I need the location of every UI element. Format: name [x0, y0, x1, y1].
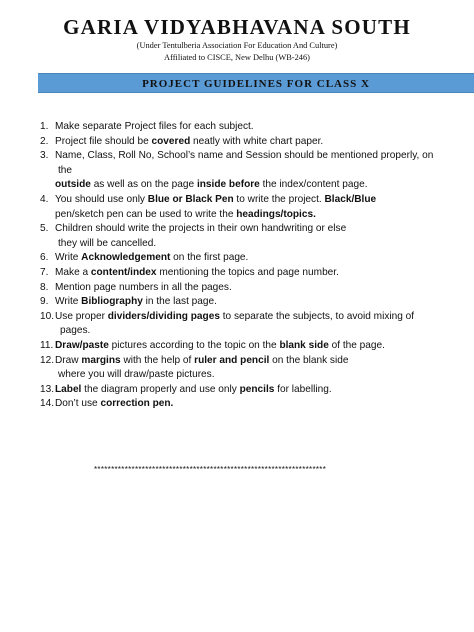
list-item [27, 149, 437, 193]
document-header [0, 14, 474, 64]
item-number: 11. [40, 339, 54, 351]
item-number: 2. [40, 135, 49, 147]
list-item [27, 120, 437, 135]
item-text: with the help of [120, 354, 195, 366]
item-text: on the first page. [170, 252, 249, 264]
item-text: You should use only [55, 193, 148, 205]
item-number: 13. [40, 383, 55, 395]
item-emphasis: Bibliography [81, 296, 143, 308]
item-number: 8. [40, 281, 49, 293]
item-text: in the last page. [142, 296, 217, 308]
item-emphasis: headings/topics. [236, 208, 316, 220]
item-emphasis: Black/Blue [324, 193, 377, 205]
item-text: Write [55, 296, 82, 308]
item-emphasis: Acknowledgement [81, 252, 171, 264]
item-number: 14. [40, 398, 55, 410]
item-text: Write [55, 252, 82, 264]
item-text: Make a [55, 266, 91, 278]
item-number: 5. [40, 223, 49, 235]
item-number: 3. [40, 150, 49, 162]
list-item [27, 339, 437, 354]
star-divider: ******************************************************************** [94, 465, 327, 474]
item-text: of the page. [328, 339, 385, 351]
item-text: as well as on the page [90, 179, 197, 191]
item-text: for labelling. [274, 383, 332, 395]
item-text: Name, Class, Roll No, School’s name and Session should be mentioned properly, on [55, 150, 434, 162]
item-text: to write the project. [233, 193, 325, 205]
item-emphasis: inside before [196, 179, 260, 191]
list-item [27, 251, 437, 266]
item-emphasis: covered [151, 135, 191, 147]
item-number: 1. [40, 121, 49, 132]
association-line: (Under Tentulberia Association For Education And Culture) [136, 41, 338, 50]
item-number: 10. [40, 310, 55, 322]
item-emphasis: pencils [239, 383, 275, 395]
item-text: Don’t use [55, 398, 101, 410]
item-text-line [55, 354, 437, 369]
item-text: neatly with white chart paper. [190, 135, 324, 147]
item-number: 6. [40, 252, 49, 264]
school-name: GARIA VIDYABHAVANA SOUTH [63, 15, 411, 39]
item-text-line [55, 178, 437, 193]
item-text: to separate the subjects, to avoid mixing of [219, 310, 415, 322]
item-text: the index/content page. [259, 179, 368, 191]
item-emphasis: Label [55, 383, 82, 395]
item-emphasis: Blue or Black Pen [147, 193, 234, 205]
item-text: Use proper [55, 310, 108, 322]
list-item [27, 310, 437, 339]
item-text: Make separate Project files for each subject. [55, 121, 254, 132]
list-item [27, 295, 437, 310]
list-item [27, 281, 437, 296]
item-text: the diagram properly and use only [81, 383, 240, 395]
item-text: mentioning the topics and page number. [156, 266, 339, 278]
item-text: pages. [60, 325, 91, 337]
item-number: 4. [40, 193, 49, 205]
item-emphasis: blank side [279, 339, 329, 351]
item-number: 9. [40, 296, 49, 308]
item-text: Draw [55, 354, 82, 366]
item-emphasis: ruler and pencil [194, 354, 270, 366]
title-banner [38, 73, 474, 93]
list-item [27, 383, 437, 398]
item-text: pen/sketch pen can be used to write the [55, 208, 237, 220]
item-emphasis: content/index [90, 266, 157, 278]
list-item [27, 135, 437, 150]
list-item [27, 222, 437, 251]
item-emphasis: margins [81, 354, 121, 366]
item-text-line [55, 208, 437, 223]
banner-title: PROJECT GUIDELINES FOR CLASS X [142, 78, 370, 90]
item-number: 12. [40, 354, 55, 366]
list-item [27, 193, 437, 222]
item-text: Project file should be [55, 135, 152, 147]
item-text: where you will draw/paste pictures. [58, 369, 215, 381]
item-text: pictures according to the topic on the [108, 339, 280, 351]
item-text: they will be cancelled. [58, 237, 157, 249]
item-text: Mention page numbers in all the pages. [55, 281, 232, 293]
item-emphasis: dividers/dividing pages [107, 310, 220, 322]
item-text: on the blank side [269, 354, 349, 366]
item-emphasis: correction pen. [100, 398, 174, 410]
guidelines-list [27, 120, 437, 412]
affiliation-line: Affiliated to CISCE, New Delhu (WB-246) [164, 53, 310, 62]
item-number: 7. [40, 266, 49, 278]
item-text-line [55, 310, 437, 325]
item-emphasis: outside [55, 179, 91, 191]
item-emphasis: Draw/paste [55, 339, 109, 351]
item-text: Children should write the projects in their own handwriting or else [55, 223, 347, 235]
list-item [27, 354, 437, 383]
list-item [27, 266, 437, 281]
item-text: the [58, 164, 73, 176]
list-item [27, 397, 437, 412]
item-text-line [55, 193, 437, 208]
